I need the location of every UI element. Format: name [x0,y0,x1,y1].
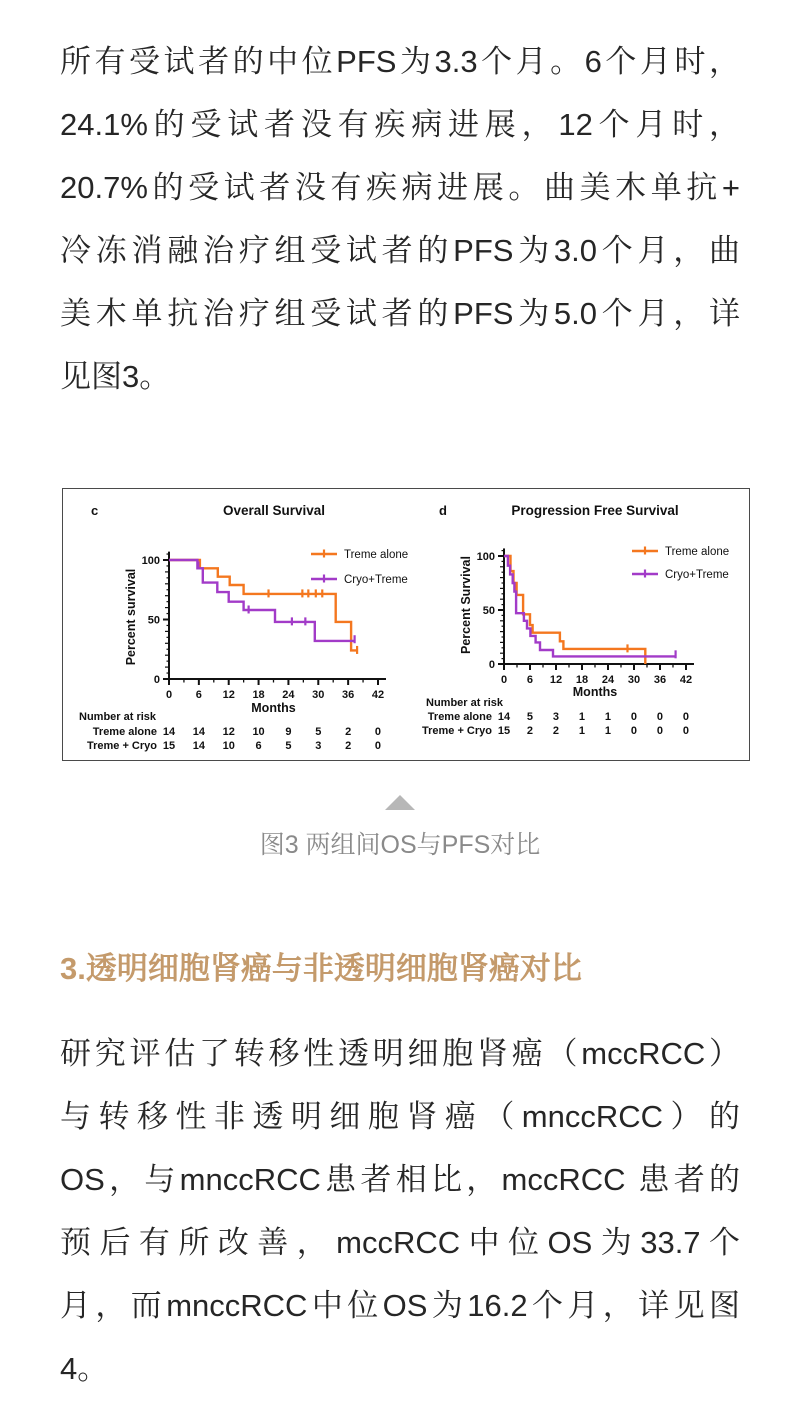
text-line: 冷冻消融治疗组受试者的PFS为3.0个月，曲 [60,233,740,268]
svg-text:1: 1 [604,711,612,723]
svg-text:36: 36 [653,674,667,686]
svg-text:Overall Survival: Overall Survival [222,503,326,518]
svg-text:2: 2 [526,725,534,737]
svg-text:14: 14 [192,740,205,752]
svg-text:Treme alone: Treme alone [344,549,409,561]
svg-text:100: 100 [141,555,160,567]
svg-text:42: 42 [371,689,385,701]
svg-text:d: d [439,503,447,518]
svg-text:Treme + Cryo: Treme + Cryo [421,725,492,737]
svg-text:Treme alone: Treme alone [92,726,157,738]
svg-text:30: 30 [312,689,325,701]
svg-text:0: 0 [656,711,664,723]
text-line: 预后有所改善，mccRCC中位OS为33.7个 [60,1225,740,1260]
svg-text:c: c [91,503,99,518]
svg-text:24: 24 [601,674,615,686]
svg-text:9: 9 [285,726,292,738]
svg-text:Number at risk: Number at risk [426,697,504,709]
svg-text:14: 14 [192,726,205,738]
svg-text:18: 18 [252,689,265,701]
svg-text:Months: Months [251,701,296,715]
svg-text:Treme alone: Treme alone [427,711,492,723]
svg-text:2: 2 [345,726,352,738]
triangle-up-icon [385,795,415,810]
svg-text:50: 50 [147,614,160,627]
svg-text:0: 0 [682,725,690,737]
svg-text:0: 0 [630,711,638,723]
svg-text:5: 5 [285,740,292,752]
svg-text:Percent Survival: Percent Survival [459,556,473,654]
svg-text:Months: Months [572,685,618,699]
svg-text:15: 15 [162,740,176,752]
svg-text:3: 3 [552,711,560,723]
text-line: 24.1%的受试者没有疾病进展，12个月时， [60,107,740,142]
svg-text:Cryo+Treme: Cryo+Treme [344,574,408,586]
svg-text:50: 50 [482,605,495,617]
svg-text:12: 12 [222,689,235,701]
svg-text:6: 6 [255,740,262,752]
text-line: 见图3。 [60,359,171,394]
svg-text:15: 15 [497,725,511,737]
paragraph-pfs-results [60,30,740,408]
svg-text:Progression Free Survival: Progression Free Survival [511,503,679,518]
figure-caption: 图3 两组间OS与PFS对比 [259,831,541,859]
text-line: 与转移性非透明细胞肾癌（mnccRCC）的 [60,1099,740,1134]
svg-text:0: 0 [500,674,508,686]
svg-text:1: 1 [578,725,586,737]
text-line: 所有受试者的中位PFS为3.3个月。6个月时， [60,44,740,79]
svg-text:2: 2 [552,725,560,737]
svg-text:0: 0 [488,659,495,671]
svg-text:30: 30 [627,674,641,686]
svg-text:6: 6 [195,689,202,701]
svg-text:18: 18 [575,674,589,686]
svg-text:Percent survival: Percent survival [124,568,138,666]
svg-text:10: 10 [222,740,235,752]
text-line: 月，而mnccRCC中位OS为16.2个月，详见图 [60,1288,740,1323]
text-line: 研究评估了转移性透明细胞肾癌（mccRCC） [60,1036,740,1071]
svg-text:0: 0 [656,725,664,737]
svg-text:12: 12 [549,674,563,686]
paragraph-mccrcc-comparison [60,1022,740,1400]
svg-text:36: 36 [342,689,355,701]
svg-text:0: 0 [374,740,382,752]
text-line: OS，与mnccRCC患者相比，mccRCC 患者的 [60,1162,740,1197]
svg-text:0: 0 [165,689,173,701]
svg-text:10: 10 [252,726,265,738]
svg-text:6: 6 [526,674,534,686]
svg-text:3: 3 [315,740,322,752]
text-line: 4。 [60,1351,109,1386]
svg-text:14: 14 [497,711,511,723]
svg-text:0: 0 [682,711,690,723]
svg-text:0: 0 [630,725,638,737]
svg-text:Number at risk: Number at risk [79,711,157,723]
svg-text:Treme + Cryo: Treme + Cryo [86,740,157,752]
svg-text:14: 14 [162,726,176,738]
figure-3-km-plots [62,488,750,761]
svg-text:0: 0 [153,674,160,686]
text-line: 美木单抗治疗组受试者的PFS为5.0个月，详 [60,296,740,331]
svg-text:1: 1 [578,711,586,723]
svg-text:Treme alone: Treme alone [665,546,730,558]
svg-text:0: 0 [374,726,382,738]
section-heading: 3.透明细胞肾癌与非透明细胞肾癌对比 [60,951,582,986]
svg-text:42: 42 [679,674,693,686]
km-survival-charts [63,489,749,760]
svg-text:1: 1 [604,725,612,737]
svg-text:24: 24 [282,689,295,701]
text-line: 20.7%的受试者没有疾病进展。曲美木单抗+ [60,170,740,205]
svg-text:2: 2 [345,740,352,752]
svg-text:Cryo+Treme: Cryo+Treme [665,569,729,581]
svg-text:5: 5 [315,726,322,738]
svg-text:12: 12 [222,726,235,738]
svg-text:5: 5 [526,711,534,723]
svg-text:100: 100 [476,551,495,563]
